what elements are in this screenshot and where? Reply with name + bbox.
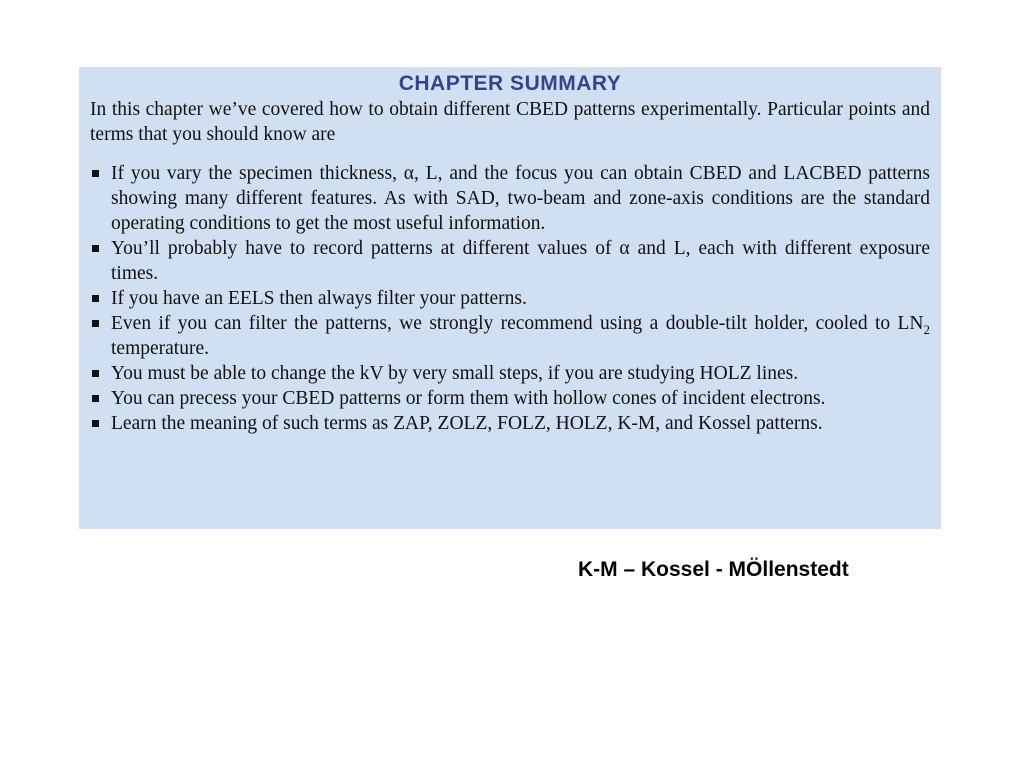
summary-title: CHAPTER SUMMARY [398, 72, 622, 95]
list-item-text: Learn the meaning of such terms as ZAP, ZOLZ, FOLZ, HOLZ, K-M, and Kossel patterns. [111, 413, 823, 434]
list-item-text-after: temperature. [111, 338, 209, 359]
square-bullet-icon [92, 170, 99, 177]
list-item-text: You can precess your CBED patterns or form them with hollow cones of incident electrons. [111, 388, 826, 409]
list-item-text [111, 313, 930, 359]
square-bullet-icon [92, 295, 99, 302]
subscript-two: 2 [923, 321, 930, 337]
list-item-text: If you vary the specimen thickness, α, L, and the focus you can obtain CBED and LACBED patterns showing many different features. As with SAD, two-beam and zone-axis conditions are the standard operating conditions to get the most useful information. [111, 163, 930, 234]
summary-bullet-list [90, 161, 930, 436]
list-item [90, 411, 930, 436]
list-item [90, 361, 930, 386]
list-item-text: If you have an EELS then always filter your patterns. [111, 288, 527, 309]
list-item [90, 386, 930, 411]
list-item-text-before: Even if you can filter the patterns, we strongly recommend using a double-tilt holder, cooled to LN [111, 313, 924, 334]
square-bullet-icon [92, 420, 99, 427]
footnote-km-definition: K-M – Kossel - MÖllenstedt [578, 558, 849, 581]
chapter-summary-box [79, 67, 941, 529]
summary-intro: In this chapter we’ve covered how to obtain different CBED patterns experimentally. Particular points and terms that you should know are [90, 99, 930, 145]
square-bullet-icon [92, 320, 99, 327]
list-item [90, 236, 930, 286]
list-item [90, 311, 930, 361]
list-item-text: You’ll probably have to record patterns at different values of α and L, each with different exposure times. [111, 238, 930, 284]
list-item [90, 161, 930, 236]
square-bullet-icon [92, 395, 99, 402]
square-bullet-icon [92, 245, 99, 252]
square-bullet-icon [92, 370, 99, 377]
list-item-text: You must be able to change the kV by very small steps, if you are studying HOLZ lines. [111, 363, 799, 384]
list-item [90, 286, 930, 311]
